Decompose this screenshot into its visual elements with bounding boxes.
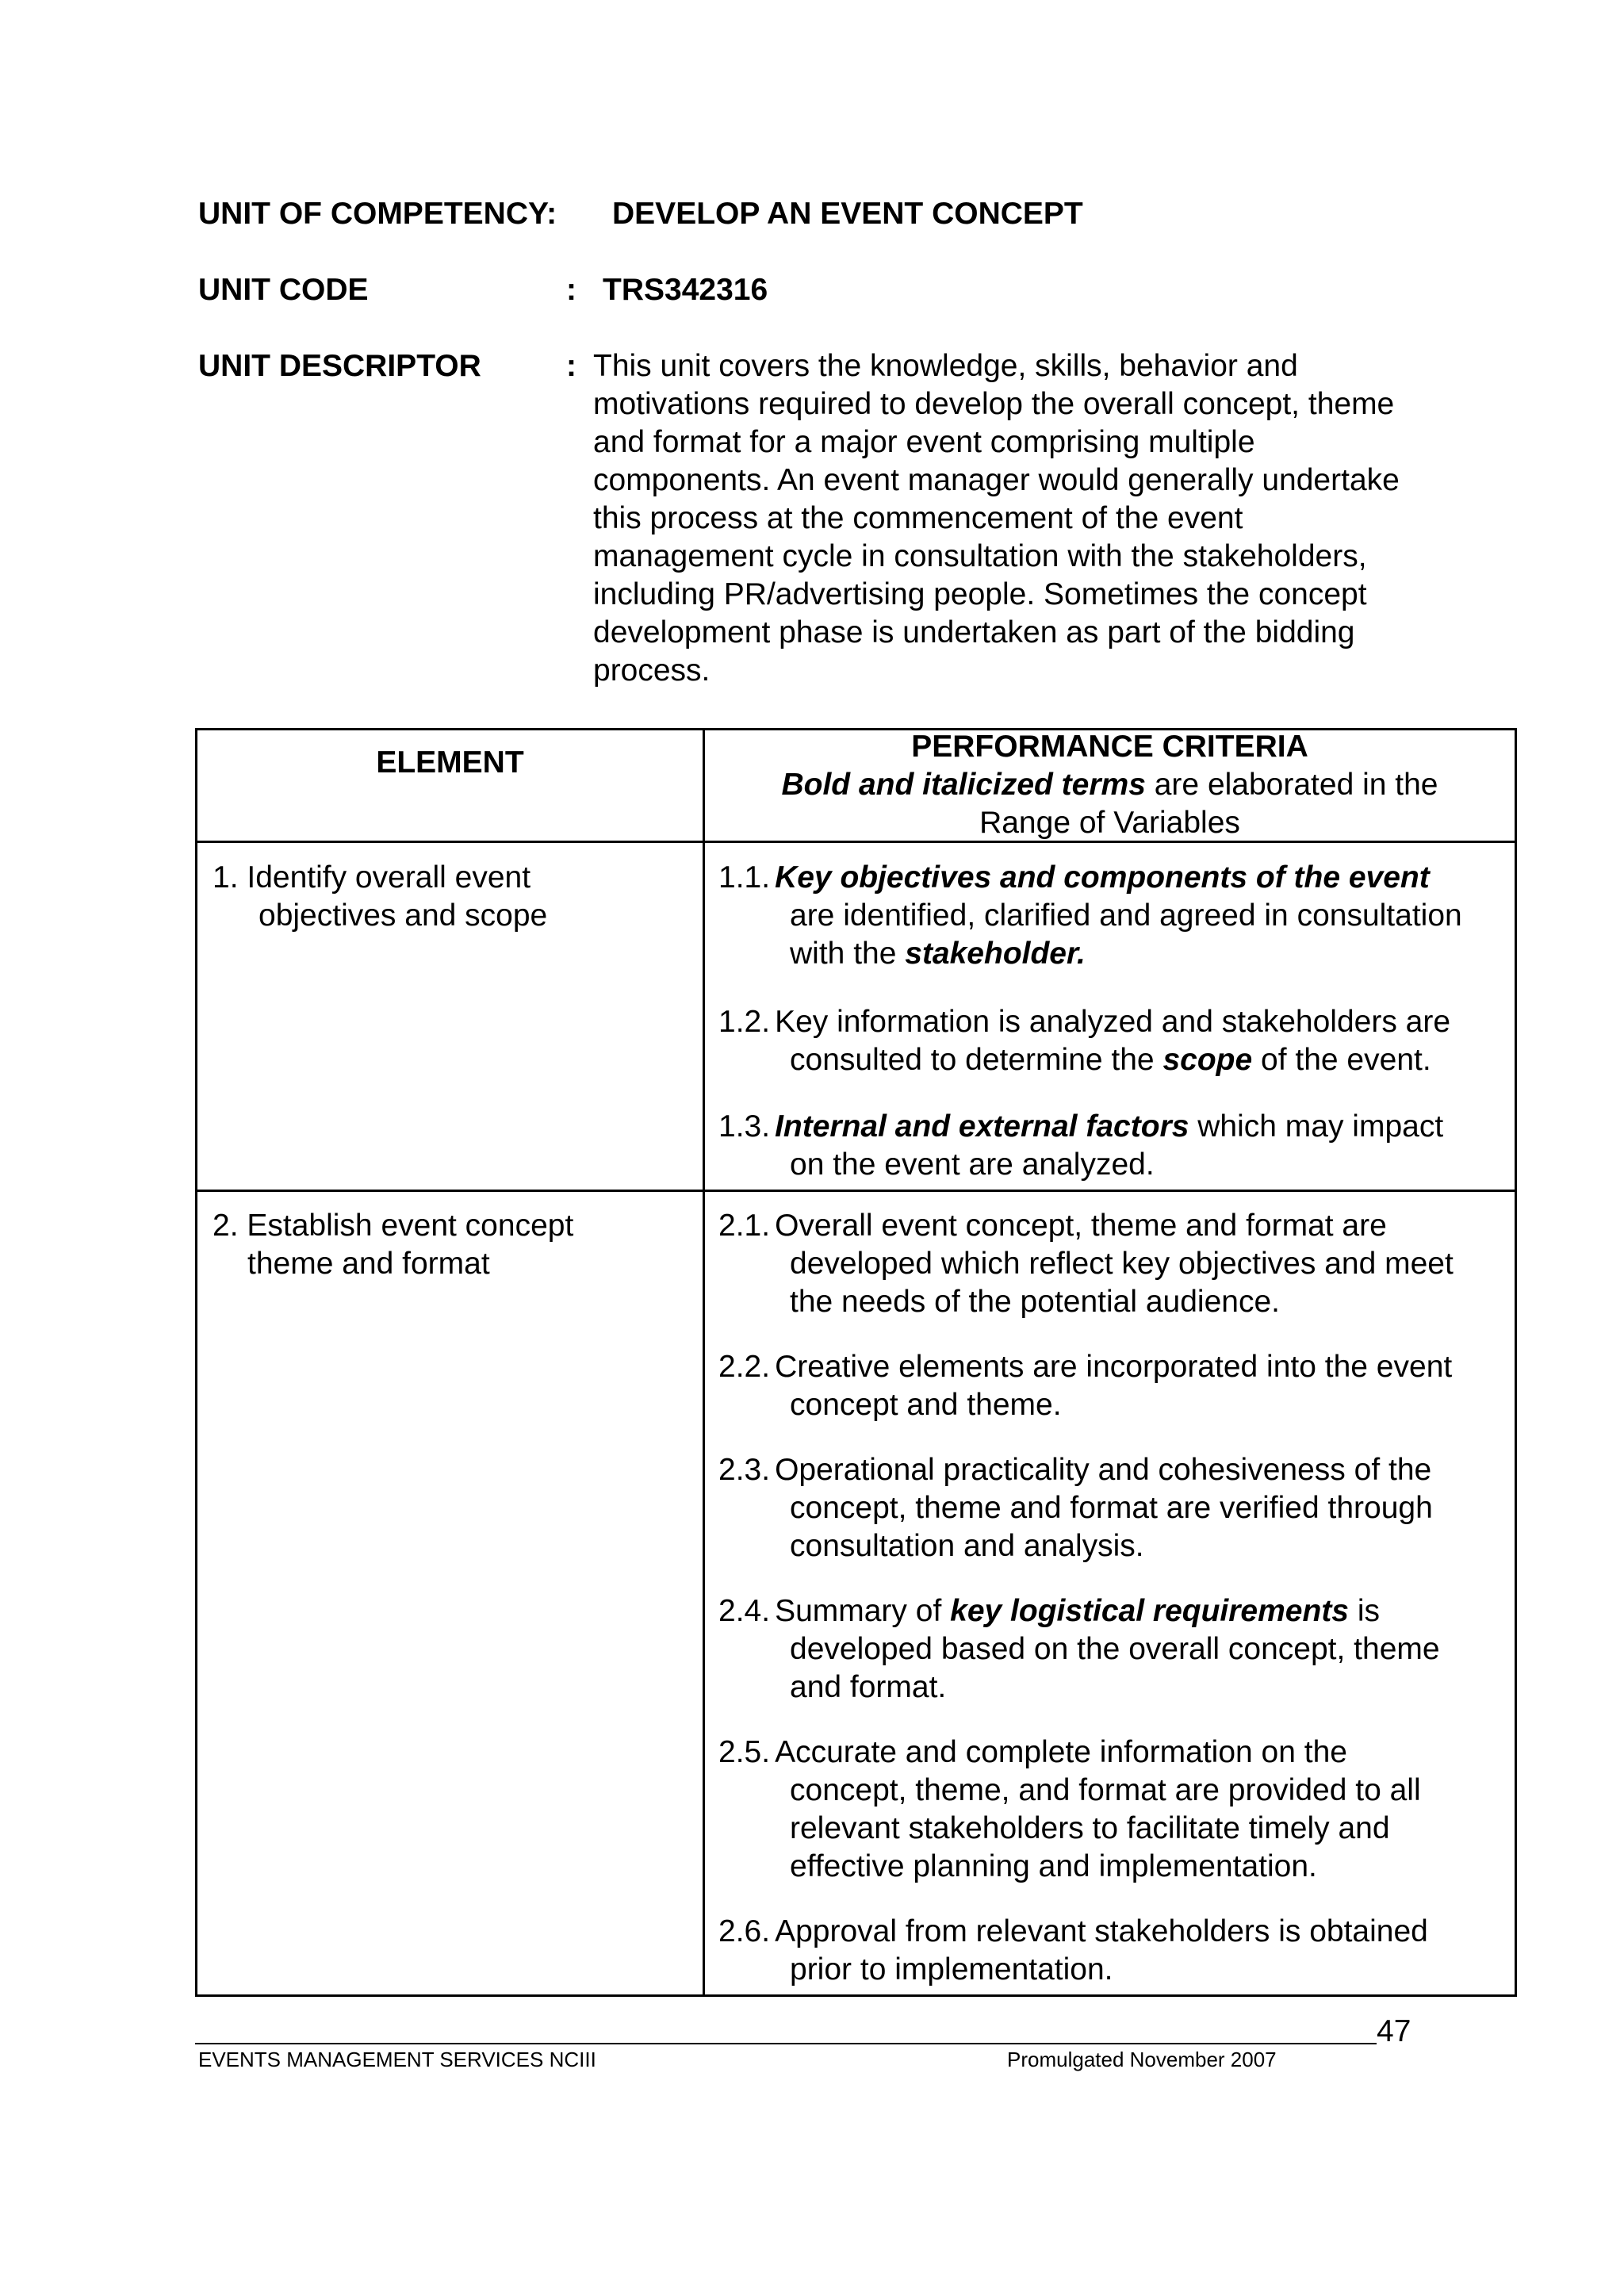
criterion-text: Key information is analyzed and stakeholders are bbox=[775, 1005, 1451, 1039]
criterion-continuation-line bbox=[718, 1810, 1511, 1848]
criterion-2-1 bbox=[718, 1207, 1511, 1321]
criteria-header-bold-note: Bold and italicized terms bbox=[781, 768, 1146, 802]
criterion-continuation-line bbox=[718, 897, 1511, 935]
criterion-continuation-line bbox=[718, 1146, 1511, 1184]
criterion-number: 2.2. bbox=[718, 1350, 771, 1384]
criterion-first-line bbox=[718, 1734, 1511, 1772]
unit-code-value: TRS342316 bbox=[603, 273, 768, 307]
criterion-first-line bbox=[718, 1003, 1511, 1041]
footer-title: EVENTS MANAGEMENT SERVICES NCIII bbox=[198, 2048, 596, 2071]
criterion-1-3 bbox=[718, 1108, 1511, 1184]
criterion-first-line bbox=[718, 1108, 1511, 1146]
criterion-text: developed which reflect key objectives and meet bbox=[790, 1247, 1454, 1281]
table-column-divider bbox=[703, 728, 705, 1997]
element-column-header: ELEMENT bbox=[376, 745, 524, 780]
table-row-divider bbox=[195, 1190, 1517, 1192]
criterion-continuation-line bbox=[718, 1527, 1511, 1565]
unit-of-competency-value: DEVELOP AN EVENT CONCEPT bbox=[612, 197, 1083, 231]
criterion-1-1 bbox=[718, 859, 1511, 973]
element-1-line: 1. Identify overall event bbox=[213, 860, 531, 895]
criterion-continuation-line bbox=[718, 1772, 1511, 1810]
unit-code-colon: : bbox=[566, 273, 576, 307]
criterion-number: 2.5. bbox=[718, 1735, 771, 1769]
criterion-number: 2.4. bbox=[718, 1594, 771, 1628]
criterion-2-3 bbox=[718, 1451, 1511, 1565]
criterion-first-line bbox=[718, 1348, 1511, 1386]
descriptor-line: motivations required to develop the overall concept, theme bbox=[593, 387, 1395, 421]
criterion-2-5 bbox=[718, 1734, 1511, 1886]
descriptor-line: and format for a major event comprising multiple bbox=[593, 425, 1255, 459]
criterion-text: effective planning and implementation. bbox=[790, 1849, 1317, 1883]
criteria-header-title: PERFORMANCE CRITERIA bbox=[911, 730, 1308, 764]
criterion-text: relevant stakeholders to facilitate timely and bbox=[790, 1811, 1390, 1845]
criterion-text: Approval from relevant stakeholders is obtained bbox=[775, 1914, 1428, 1948]
criterion-key-term: stakeholder. bbox=[905, 937, 1086, 971]
criterion-first-line bbox=[718, 859, 1511, 897]
criterion-text: Creative elements are incorporated into the event bbox=[775, 1350, 1453, 1384]
criterion-text: consultation and analysis. bbox=[790, 1529, 1144, 1563]
criterion-text: concept and theme. bbox=[790, 1388, 1062, 1422]
unit-descriptor-label: UNIT DESCRIPTOR bbox=[198, 349, 481, 383]
criterion-text: developed based on the overall concept, theme bbox=[790, 1632, 1440, 1666]
criterion-number: 1.3. bbox=[718, 1109, 771, 1144]
criterion-text: Operational practicality and cohesiveness of the bbox=[775, 1453, 1432, 1487]
criteria-header-subtitle bbox=[705, 766, 1515, 804]
criterion-text: with the bbox=[790, 937, 906, 971]
criterion-text: Overall event concept, theme and format are bbox=[775, 1209, 1387, 1243]
criterion-2-2 bbox=[718, 1348, 1511, 1424]
criterion-first-line bbox=[718, 1451, 1511, 1489]
unit-descriptor-colon: : bbox=[566, 349, 576, 383]
footer-rule bbox=[195, 2043, 1377, 2044]
criterion-text: Summary of bbox=[775, 1594, 951, 1628]
unit-descriptor-text bbox=[593, 347, 1489, 690]
unit-code-label: UNIT CODE bbox=[198, 273, 369, 307]
criterion-continuation-line bbox=[718, 1041, 1511, 1079]
criterion-1-2 bbox=[718, 1003, 1511, 1079]
criterion-text: of the event. bbox=[1252, 1043, 1431, 1077]
descriptor-line: this process at the commencement of the event bbox=[593, 501, 1243, 535]
page-number: 47 bbox=[1377, 2014, 1411, 2048]
element-1-line: objectives and scope bbox=[259, 898, 548, 933]
criterion-text: on the event are analyzed. bbox=[790, 1148, 1155, 1182]
criterion-continuation-line bbox=[718, 935, 1511, 973]
descriptor-line: including PR/advertising people. Sometimes the concept bbox=[593, 577, 1367, 611]
criterion-continuation-line bbox=[718, 1489, 1511, 1527]
element-2-line: theme and format bbox=[247, 1247, 490, 1281]
criterion-number: 1.1. bbox=[718, 860, 771, 895]
criteria-column-header bbox=[705, 728, 1515, 842]
criterion-text: Accurate and complete information on the bbox=[775, 1735, 1347, 1769]
criterion-text: concept, theme, and format are provided to all bbox=[790, 1773, 1421, 1807]
descriptor-line: This unit covers the knowledge, skills, behavior and bbox=[593, 349, 1298, 383]
criterion-text: are identified, clarified and agreed in consultation bbox=[790, 898, 1462, 933]
criterion-number: 2.1. bbox=[718, 1209, 771, 1243]
criterion-continuation-line bbox=[718, 1669, 1511, 1707]
criterion-continuation-line bbox=[718, 1848, 1511, 1886]
criterion-continuation-line bbox=[718, 1386, 1511, 1424]
criterion-key-term: Key objectives and components of the event bbox=[775, 860, 1430, 895]
element-2-line: 2. Establish event concept bbox=[213, 1209, 574, 1243]
criterion-text: which may impact bbox=[1189, 1109, 1444, 1144]
criterion-first-line bbox=[718, 1592, 1511, 1630]
criterion-text: is bbox=[1349, 1594, 1380, 1628]
criterion-text: concept, theme and format are verified through bbox=[790, 1491, 1433, 1525]
element-2 bbox=[213, 1207, 573, 1283]
criterion-key-term: key logistical requirements bbox=[950, 1594, 1349, 1628]
descriptor-line: process. bbox=[593, 653, 710, 688]
criterion-first-line bbox=[718, 1207, 1511, 1245]
criterion-continuation-line bbox=[718, 1245, 1511, 1283]
descriptor-line: components. An event manager would generally undertake bbox=[593, 463, 1400, 497]
criterion-2-4 bbox=[718, 1592, 1511, 1707]
criterion-text: consulted to determine the bbox=[790, 1043, 1163, 1077]
descriptor-line: management cycle in consultation with the stakeholders, bbox=[593, 539, 1367, 573]
criterion-continuation-line bbox=[718, 1283, 1511, 1321]
descriptor-line: development phase is undertaken as part of the bidding bbox=[593, 615, 1355, 649]
unit-of-competency-label: UNIT OF COMPETENCY: bbox=[198, 197, 557, 231]
criterion-first-line bbox=[718, 1913, 1511, 1951]
criterion-continuation-line bbox=[718, 1951, 1511, 1989]
element-1 bbox=[213, 859, 547, 935]
criterion-key-term: scope bbox=[1162, 1043, 1253, 1077]
criterion-number: 2.3. bbox=[718, 1453, 771, 1487]
criterion-continuation-line bbox=[718, 1630, 1511, 1669]
criterion-number: 1.2. bbox=[718, 1005, 771, 1039]
criterion-number: 2.6. bbox=[718, 1914, 771, 1948]
criteria-header-note: are elaborated in the bbox=[1145, 768, 1438, 802]
criterion-text: the needs of the potential audience. bbox=[790, 1285, 1280, 1319]
criteria-header-line2: Range of Variables bbox=[979, 806, 1240, 840]
criterion-2-6 bbox=[718, 1913, 1511, 1989]
criterion-key-term: Internal and external factors bbox=[775, 1109, 1189, 1144]
criterion-text: prior to implementation. bbox=[790, 1952, 1113, 1987]
criterion-text: and format. bbox=[790, 1670, 947, 1704]
footer-promulgated: Promulgated November 2007 bbox=[1007, 2048, 1277, 2071]
